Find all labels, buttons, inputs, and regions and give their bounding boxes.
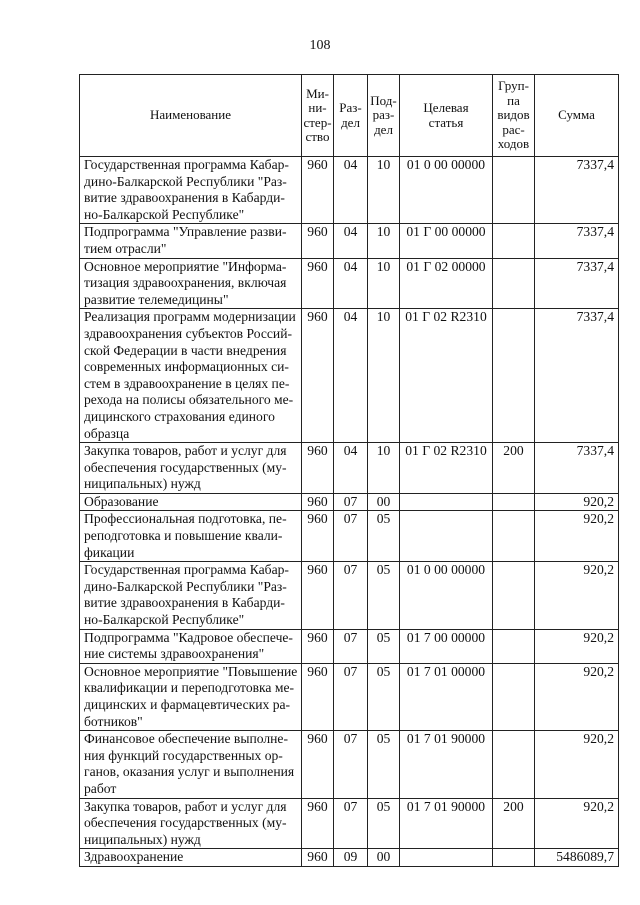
cell-sum: 5486089,7 — [535, 849, 619, 867]
budget-table — [79, 74, 619, 867]
table-row — [80, 731, 619, 798]
cell-ministry: 960 — [302, 258, 334, 309]
table-row — [80, 629, 619, 663]
cell-subsection: 05 — [368, 562, 400, 629]
cell-subsection: 05 — [368, 511, 400, 562]
cell-target: 01 7 01 00000 — [400, 663, 493, 730]
cell-target: 01 Г 00 00000 — [400, 224, 493, 258]
cell-ministry: 960 — [302, 731, 334, 798]
cell-ministry: 960 — [302, 443, 334, 494]
cell-sum: 7337,4 — [535, 309, 619, 443]
table-row — [80, 309, 619, 443]
cell-subsection: 10 — [368, 309, 400, 443]
cell-subsection: 10 — [368, 443, 400, 494]
table-row — [80, 224, 619, 258]
cell-ministry: 960 — [302, 849, 334, 867]
cell-group — [493, 157, 535, 224]
cell-ministry: 960 — [302, 493, 334, 511]
cell-name: Закупка товаров, работ и услуг для обеспечения государственных (му- ниципальных) нужд — [80, 798, 302, 849]
header-target: Целевая статья — [400, 75, 493, 157]
cell-group — [493, 511, 535, 562]
cell-group — [493, 731, 535, 798]
cell-target: 01 7 01 90000 — [400, 798, 493, 849]
header-group: Груп- па видов рас- ходов — [493, 75, 535, 157]
cell-section: 07 — [334, 629, 368, 663]
cell-group — [493, 849, 535, 867]
table-row — [80, 493, 619, 511]
cell-name: Подпрограмма "Кадровое обеспече- ние системы здравоохранения" — [80, 629, 302, 663]
cell-name: Здравоохранение — [80, 849, 302, 867]
cell-subsection: 05 — [368, 798, 400, 849]
cell-section: 04 — [334, 157, 368, 224]
header-section: Раз- дел — [334, 75, 368, 157]
cell-group: 200 — [493, 443, 535, 494]
cell-name: Профессиональная подготовка, пе- реподготовка и повышение квали- фикации — [80, 511, 302, 562]
cell-section: 04 — [334, 443, 368, 494]
cell-group — [493, 562, 535, 629]
cell-subsection: 10 — [368, 258, 400, 309]
header-ministry: Ми- ни- стер- ство — [302, 75, 334, 157]
cell-ministry: 960 — [302, 511, 334, 562]
cell-name: Образование — [80, 493, 302, 511]
table-row — [80, 511, 619, 562]
cell-ministry: 960 — [302, 663, 334, 730]
cell-name: Основное мероприятие "Повышение квалификации и переподготовка ме- дицинских и фармацевтических ра- ботников" — [80, 663, 302, 730]
cell-section: 04 — [334, 309, 368, 443]
cell-section: 07 — [334, 798, 368, 849]
cell-ministry: 960 — [302, 224, 334, 258]
cell-target: 01 7 00 00000 — [400, 629, 493, 663]
cell-section: 07 — [334, 663, 368, 730]
table-row — [80, 798, 619, 849]
cell-target — [400, 849, 493, 867]
cell-subsection: 05 — [368, 663, 400, 730]
table-row — [80, 258, 619, 309]
cell-section: 04 — [334, 224, 368, 258]
cell-ministry: 960 — [302, 798, 334, 849]
header-name: Наименование — [80, 75, 302, 157]
header-subsection: Под- раз- дел — [368, 75, 400, 157]
cell-group: 200 — [493, 798, 535, 849]
cell-subsection: 00 — [368, 849, 400, 867]
cell-section: 07 — [334, 562, 368, 629]
cell-subsection: 10 — [368, 157, 400, 224]
cell-target — [400, 511, 493, 562]
cell-section: 07 — [334, 511, 368, 562]
cell-subsection: 05 — [368, 731, 400, 798]
cell-name: Государственная программа Кабар- дино-Балкарской Республики "Раз- витие здравоохранения в Кабарди- но-Балкарской Республике" — [80, 562, 302, 629]
cell-subsection: 10 — [368, 224, 400, 258]
cell-ministry: 960 — [302, 629, 334, 663]
table-row — [80, 849, 619, 867]
cell-group — [493, 629, 535, 663]
cell-section: 09 — [334, 849, 368, 867]
table-row — [80, 663, 619, 730]
cell-ministry: 960 — [302, 309, 334, 443]
cell-section: 07 — [334, 731, 368, 798]
cell-target: 01 7 01 90000 — [400, 731, 493, 798]
cell-name: Реализация программ модернизации здравоохранения субъектов Россий- ской Федерации в части внедрения современных информационных си- стем в здравоохранение в целях пе- рехода на полисы обязательного ме- дицинского страхования единого образца — [80, 309, 302, 443]
cell-sum: 920,2 — [535, 798, 619, 849]
cell-sum: 920,2 — [535, 663, 619, 730]
cell-name: Основное мероприятие "Информа- тизация здравоохранения, включая развитие телемедицины" — [80, 258, 302, 309]
cell-target: 01 0 00 00000 — [400, 157, 493, 224]
cell-ministry: 960 — [302, 562, 334, 629]
page-number: 108 — [309, 38, 331, 53]
cell-group — [493, 663, 535, 730]
cell-section: 04 — [334, 258, 368, 309]
cell-sum: 920,2 — [535, 562, 619, 629]
cell-ministry: 960 — [302, 157, 334, 224]
table-row — [80, 157, 619, 224]
cell-group — [493, 309, 535, 443]
cell-target: 01 Г 02 R2310 — [400, 309, 493, 443]
cell-name: Финансовое обеспечение выполне- ния функций государственных ор- ганов, оказания услуг и выполнения работ — [80, 731, 302, 798]
cell-sum: 920,2 — [535, 731, 619, 798]
cell-sum: 920,2 — [535, 629, 619, 663]
table-header-row — [80, 75, 619, 157]
header-sum: Сумма — [535, 75, 619, 157]
cell-name: Закупка товаров, работ и услуг для обеспечения государственных (му- ниципальных) нужд — [80, 443, 302, 494]
table-row — [80, 562, 619, 629]
cell-group — [493, 258, 535, 309]
cell-subsection: 05 — [368, 629, 400, 663]
cell-target: 01 Г 02 00000 — [400, 258, 493, 309]
cell-name: Государственная программа Кабар- дино-Балкарской Республики "Раз- витие здравоохранения в Кабарди- но-Балкарской Республике" — [80, 157, 302, 224]
cell-target: 01 0 00 00000 — [400, 562, 493, 629]
cell-group — [493, 493, 535, 511]
cell-target — [400, 493, 493, 511]
cell-section: 07 — [334, 493, 368, 511]
cell-group — [493, 224, 535, 258]
cell-target: 01 Г 02 R2310 — [400, 443, 493, 494]
cell-sum: 7337,4 — [535, 258, 619, 309]
cell-sum: 7337,4 — [535, 157, 619, 224]
cell-name: Подпрограмма "Управление разви- тием отрасли" — [80, 224, 302, 258]
table-row — [80, 443, 619, 494]
cell-sum: 7337,4 — [535, 224, 619, 258]
cell-subsection: 00 — [368, 493, 400, 511]
cell-sum: 920,2 — [535, 511, 619, 562]
cell-sum: 920,2 — [535, 493, 619, 511]
cell-sum: 7337,4 — [535, 443, 619, 494]
